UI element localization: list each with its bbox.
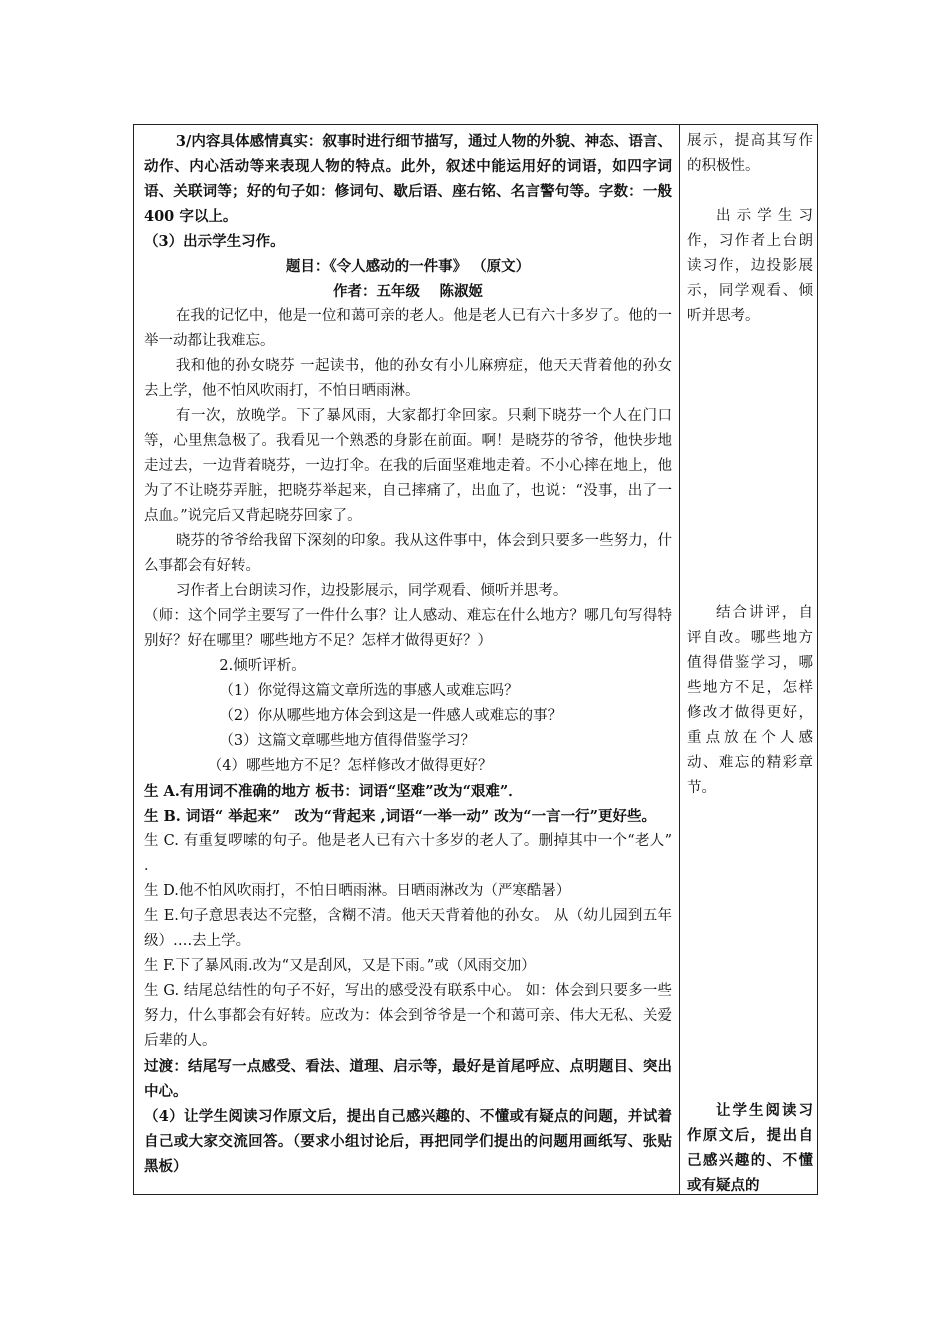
side-note: 让学生阅读习作原文后，提出自己感兴趣的、不懂或有疑点的 [687, 1102, 813, 1194]
main-paragraph: （4）哪些地方不足？怎样修改才做得更好？ [207, 758, 493, 774]
side-note: 出示学生习作，习作者上台朗读习作，边投影展示，同学观看、倾听并思考。 [687, 208, 813, 324]
lesson-plan-table [133, 124, 818, 1195]
main-paragraph: （1）你觉得这篇文章所选的事感人或难忘吗？ [219, 683, 519, 699]
main-paragraph: （师：这个同学主要写了一件什么事？让人感动、难忘在什么地方？哪几句写得特别好？好在哪里？哪些地方不足？怎样才做得更好？） [144, 608, 672, 649]
side-note: 结合讲评，自评自改。哪些地方值得借鉴学习，哪些地方不足，怎样修改才做得更好，重点放在个人感动、难忘的精彩章节。 [687, 605, 813, 796]
main-paragraph: （3）这篇文章哪些地方值得借鉴学习？ [219, 733, 476, 749]
main-paragraph: 生 B. 词语“ 举起来” 改为“背起来 ,词语“一举一动” 改为“一言一行”更好些。 [144, 808, 656, 825]
main-column [144, 129, 672, 1179]
main-paragraph: 作者：五年级 陈淑姬 [332, 283, 484, 300]
main-paragraph: （4）让学生阅读习作原文后，提出自己感兴趣的、不懂或有疑点的问题，并试着自己或大家交流回答。（要求小组讨论后，再把同学们提出的问题用画纸写、张贴黑板） [144, 1108, 672, 1175]
main-paragraph: 晓芬的爷爷给我留下深刻的印象。我从这件事中，体会到只要多一些努力，什么事都会有好转。 [144, 533, 672, 574]
main-paragraph: 生 G. 结尾总结性的句子不好，写出的感受没有联系中心。 如：体会到只要多一些努力，什么事都会有好转。应改为：体会到爷爷是一个和蔼可亲、伟大无私、关爱后辈的人。 [144, 983, 672, 1049]
main-paragraph: 题目：《令人感动的一件事》 （原文） [285, 258, 531, 275]
main-paragraph: （2）你从哪些地方体会到这是一件感人或难忘的事？ [219, 708, 563, 724]
main-paragraph: 3/内容具体感情真实：叙事时进行细节描写，通过人物的外貌、神态、语言、动作、内心活动等来表现人物的特点。此外，叙述中能运用好的词语，如四字词语、关联词等；好的句子如：修词句、歇后语、座右铭、名言警句等。字数：一般 400 字以上。 [144, 133, 672, 225]
side-note: 展示，提高其写作的积极性。 [687, 133, 813, 174]
main-paragraph: 有一次，放晚学。下了暴风雨，大家都打伞回家。只剩下晓芬一个人在门口等，心里焦急极了。我看见一个熟悉的身影在前面。啊！是晓芬的爷爷，他快步地走过去，一边背着晓芬，一边打伞。在我的后面坚难地走着。不小心摔在地上，他为了不让晓芬弄脏，把晓芬举起来，自己摔痛了，出血了，也说：“没事，出了一点血。”说完后又背起晓芬回家了。 [144, 408, 672, 524]
main-paragraph: 生 F.下了暴风雨.改为“又是刮风，又是下雨。”或（风雨交加） [144, 958, 536, 974]
main-paragraph: （3）出示学生习作。 [144, 233, 285, 250]
main-paragraph: 在我的记忆中，他是一位和蔼可亲的老人。他是老人已有六十多岁了。他的一举一动都让我难忘。 [144, 308, 672, 349]
main-paragraph: 生 E.句子意思表达不完整，含糊不清。他天天背着他的孙女。 从（幼儿园到五年级）….去上学。 [144, 908, 672, 949]
main-paragraph: 生 A.有用词不准确的地方 板书：词语“坚难”改为“艰难”． [144, 783, 523, 800]
main-paragraph: 过渡：结尾写一点感受、看法、道理、启示等，最好是首尾呼应、点明题目、突出中心。 [144, 1058, 672, 1100]
main-paragraph: 我和他的孙女晓芬 一起读书，他的孙女有小儿麻痹症，他天天背着他的孙女去上学，他不怕风吹雨打，不怕日晒雨淋。 [144, 358, 672, 399]
main-paragraph: 生 D.他不怕风吹雨打，不怕日晒雨淋。日晒雨淋改为（严寒酷暑） [144, 883, 571, 899]
column-divider [679, 125, 680, 1194]
main-paragraph: 生 C. 有重复啰嗦的句子。他是老人已有六十多岁的老人了。删掉其中一个“老人” ． [144, 833, 672, 874]
main-paragraph: 习作者上台朗读习作，边投影展示，同学观看、倾听并思考。 [175, 583, 568, 599]
main-paragraph: 2.倾听评析。 [219, 658, 306, 674]
